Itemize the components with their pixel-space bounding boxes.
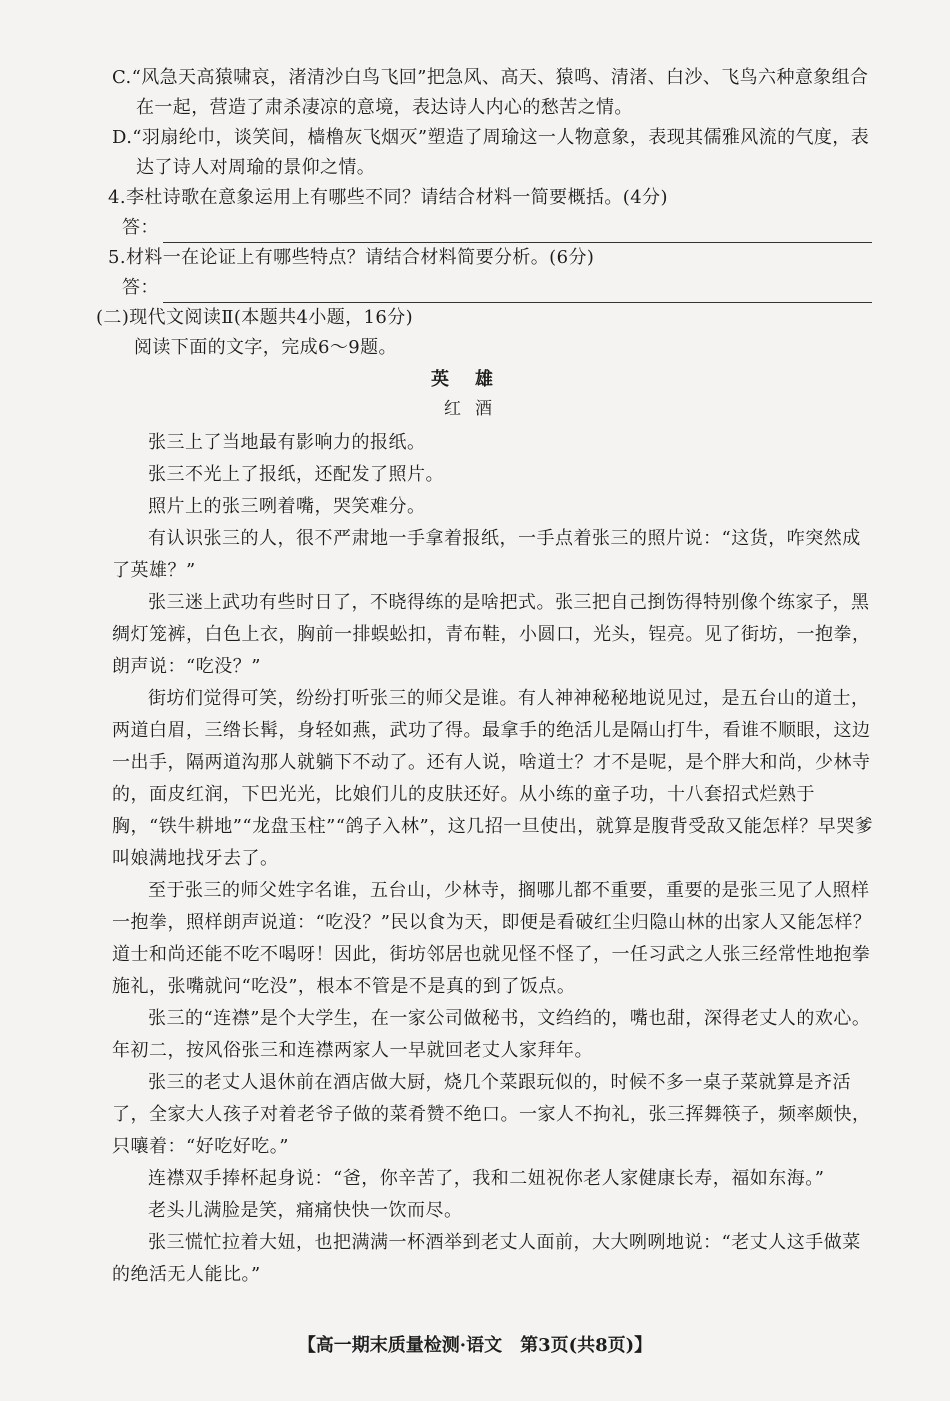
story-body: [112, 427, 874, 1291]
paragraph: 老头儿满脸是笑，痛痛快快一饮而尽。: [148, 1200, 463, 1221]
answer-label: 答：: [122, 217, 159, 238]
question-4: 4.李杜诗歌在意象运用上有哪些不同？请结合材料一简要概括。(4分): [108, 187, 668, 208]
paragraph: 张三的老丈人退休前在酒店做大厨，烧几个菜跟玩似的，时候不多一桌子菜就算是齐活了，全家大人孩子对着老爷子做的菜肴赞不绝口。一家人不拘礼，张三挥舞筷子，频率颇快，只嚷着：“好吃好吃。”: [112, 1072, 871, 1157]
paragraph: 街坊们觉得可笑，纷纷打听张三的师父是谁。有人神神秘秘地说见过，是五台山的道士，两道白眉，三绺长髯，身轻如燕，武功了得。最拿手的绝活儿是隔山打牛，看谁不顺眼，这边一出手，隔两道沟那人就躺下不动了。还有人说，啥道士？才不是呢，是个胖大和尚，少林寺的，面皮红润，下巴光光，比娘们儿的皮肤还好。从小练的童子功，十八套招式烂熟于胸，“铁牛耕地”“龙盘玉柱”“鸽子入林”，这几招一旦使出，就算是腹背受敌又能怎样？早哭爹叫娘满地找牙去了。: [112, 688, 874, 869]
option-d: D.“羽扇纶巾，谈笑间，樯橹灰飞烟灭”塑造了周瑜这一人物意象，表现其儒雅风流的气度，表达了诗人对周瑜的景仰之情。: [112, 127, 870, 178]
answer-5: [122, 273, 872, 303]
paragraph: 至于张三的师父姓字名谁，五台山，少林寺，搁哪儿都不重要，重要的是张三见了人照样一抱拳，照样朗声说道：“吃没？”民以食为天，即便是看破红尘归隐山林的出家人又能怎样？道士和尚还能不吃不喝呀！因此，街坊邻居也就见怪不怪了，一任习武之人张三经常性地抱拳施礼，张嘴就问“吃没”，根本不管是不是真的到了饭点。: [112, 880, 872, 997]
paragraph: 连襟双手捧杯起身说：“爸，你辛苦了，我和二妞祝你老人家健康长寿，福如东海。”: [148, 1168, 825, 1189]
answer-label: 答：: [122, 277, 159, 298]
answer-line[interactable]: [163, 222, 872, 243]
paragraph: 有认识张三的人，很不严肃地一手拿着报纸，一手点着张三的照片说：“这货，咋突然成了英雄？”: [112, 528, 861, 581]
option-c: C.“风急天高猿啸哀，渚清沙白鸟飞回”把急风、高天、猿鸣、清渚、白沙、飞鸟六种意象组合在一起，营造了肃杀凄凉的意境，表达诗人内心的愁苦之情。: [112, 67, 869, 118]
paragraph: 张三慌忙拉着大妞，也把满满一杯酒举到老丈人面前，大大咧咧地说：“老丈人这手做菜的绝活无人能比。”: [112, 1232, 861, 1285]
answer-4: [122, 213, 872, 243]
section-instruction: 阅读下面的文字，完成6～9题。: [134, 337, 397, 358]
paragraph: 张三迷上武功有些时日了，不晓得练的是啥把式。张三把自己捯饬得特别像个练家子，黑绸灯笼裤，白色上衣，胸前一排蜈蚣扣，青布鞋，小圆口，光头，锃亮。见了街坊，一抱拳，朗声说：“吃没？”: [112, 592, 871, 677]
page-footer: 【高一期末质量检测·语文 第3页(共8页)】: [297, 1335, 653, 1356]
story-author: 红酒: [444, 399, 506, 419]
paragraph: 张三的“连襟”是个大学生，在一家公司做秘书，文绉绉的，嘴也甜，深得老丈人的欢心。年初二，按风俗张三和连襟两家人一早就回老丈人家拜年。: [112, 1008, 871, 1061]
story-title: 英雄: [431, 369, 519, 390]
section-heading: (二)现代文阅读Ⅱ(本题共4小题，16分): [96, 307, 414, 328]
paragraph: 照片上的张三咧着嘴，哭笑难分。: [148, 496, 426, 517]
paragraph: 张三上了当地最有影响力的报纸。: [148, 432, 426, 453]
question-5: 5.材料一在论证上有哪些特点？请结合材料简要分析。(6分): [108, 247, 595, 268]
paragraph: 张三不光上了报纸，还配发了照片。: [148, 464, 444, 485]
answer-line[interactable]: [163, 282, 872, 303]
